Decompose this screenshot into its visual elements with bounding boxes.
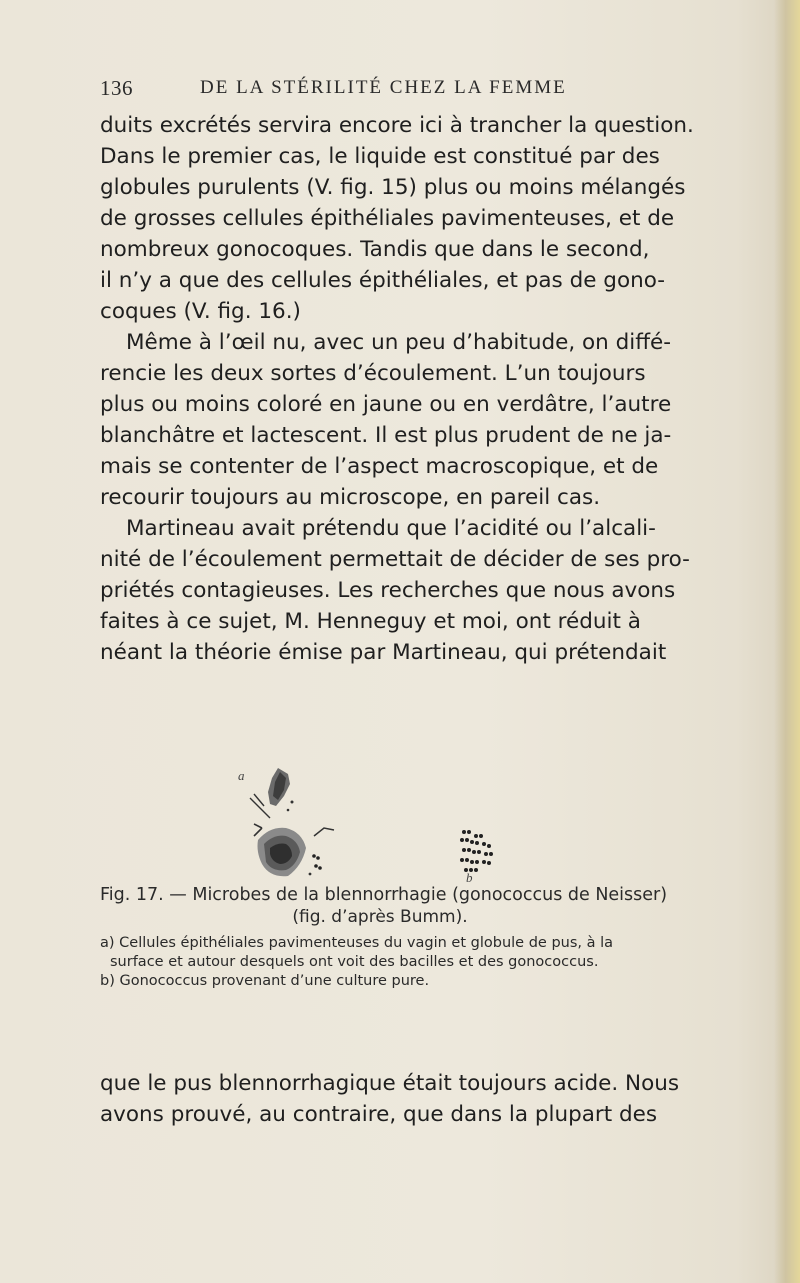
figure-label-a: a	[238, 768, 245, 783]
text-line: globules purulents (V. fig. 15) plus ou moins mélangés	[100, 175, 686, 200]
page-number: 136	[100, 76, 133, 100]
text-line: duits excrétés servira encore ici à trancher la question.	[100, 113, 694, 138]
text-line: Même à l’œil nu, avec un peu d’habitude, on diffé-	[126, 330, 672, 355]
caption-note: a) Cellules épithéliales pavimenteuses du vagin et globule de pus, à la	[100, 935, 614, 951]
epithelial-cells-drawing	[250, 768, 334, 876]
text-line: Dans le premier cas, le liquide est constitué par des	[100, 144, 660, 169]
text-line: blanchâtre et lactescent. Il est plus prudent de ne ja-	[100, 423, 672, 448]
microbe-drawing	[238, 766, 600, 885]
figure-caption	[100, 884, 750, 991]
caption-note: surface et autour desquels ont voit des bacilles et des gonococcus.	[110, 954, 599, 970]
running-head	[100, 76, 740, 106]
figure-label-b: b	[466, 870, 473, 885]
text-line: nité de l’écoulement permettait de décider de ses pro-	[100, 547, 690, 572]
gonococcus-culture-drawing	[460, 830, 493, 872]
text-line: plus ou moins coloré en jaune ou en verdâtre, l’autre	[100, 392, 672, 417]
text-line: priétés contagieuses. Les recherches que nous avons	[100, 578, 676, 603]
text-line: nombreux gonocoques. Tandis que dans le second,	[100, 237, 650, 262]
text-line: que le pus blennorrhagique était toujours acide. Nous	[100, 1071, 680, 1096]
page-edge-shadow	[774, 0, 800, 1283]
text-line: de grosses cellules épithéliales pavimenteuses, et de	[100, 206, 675, 231]
caption-note: b) Gonococcus provenant d’une culture pure.	[100, 973, 430, 989]
text-line: faites à ce sujet, M. Henneguy et moi, ont réduit à	[100, 609, 641, 634]
text-line: avons prouvé, au contraire, que dans la plupart des	[100, 1102, 658, 1127]
text-line: rencie les deux sortes d’écoulement. L’un toujours	[100, 361, 646, 386]
caption-source: (fig. d’après Bumm).	[292, 907, 468, 927]
running-head-title: DE LA STÉRILITÉ CHEZ LA FEMME	[200, 77, 567, 98]
text-line: coques (V. fig. 16.)	[100, 299, 301, 324]
paragraph-bottom	[100, 1068, 750, 1130]
text-line: il n’y a que des cellules épithéliales, et pas de gono-	[100, 268, 666, 293]
text-line: mais se contenter de l’aspect macroscopique, et de	[100, 454, 659, 479]
paragraph-top	[100, 110, 750, 668]
figure-17-illustration	[238, 766, 600, 885]
text-line: recourir toujours au microscope, en pareil cas.	[100, 485, 601, 510]
text-line: néant la théorie émise par Martineau, qui prétendait	[100, 640, 667, 665]
caption-notes	[100, 934, 750, 991]
caption-main: Fig. 17. — Microbes de la blennorrhagie (gonococcus de Neisser)	[100, 885, 668, 905]
text-line: Martineau avait prétendu que l’acidité ou l’alcali-	[126, 516, 656, 541]
